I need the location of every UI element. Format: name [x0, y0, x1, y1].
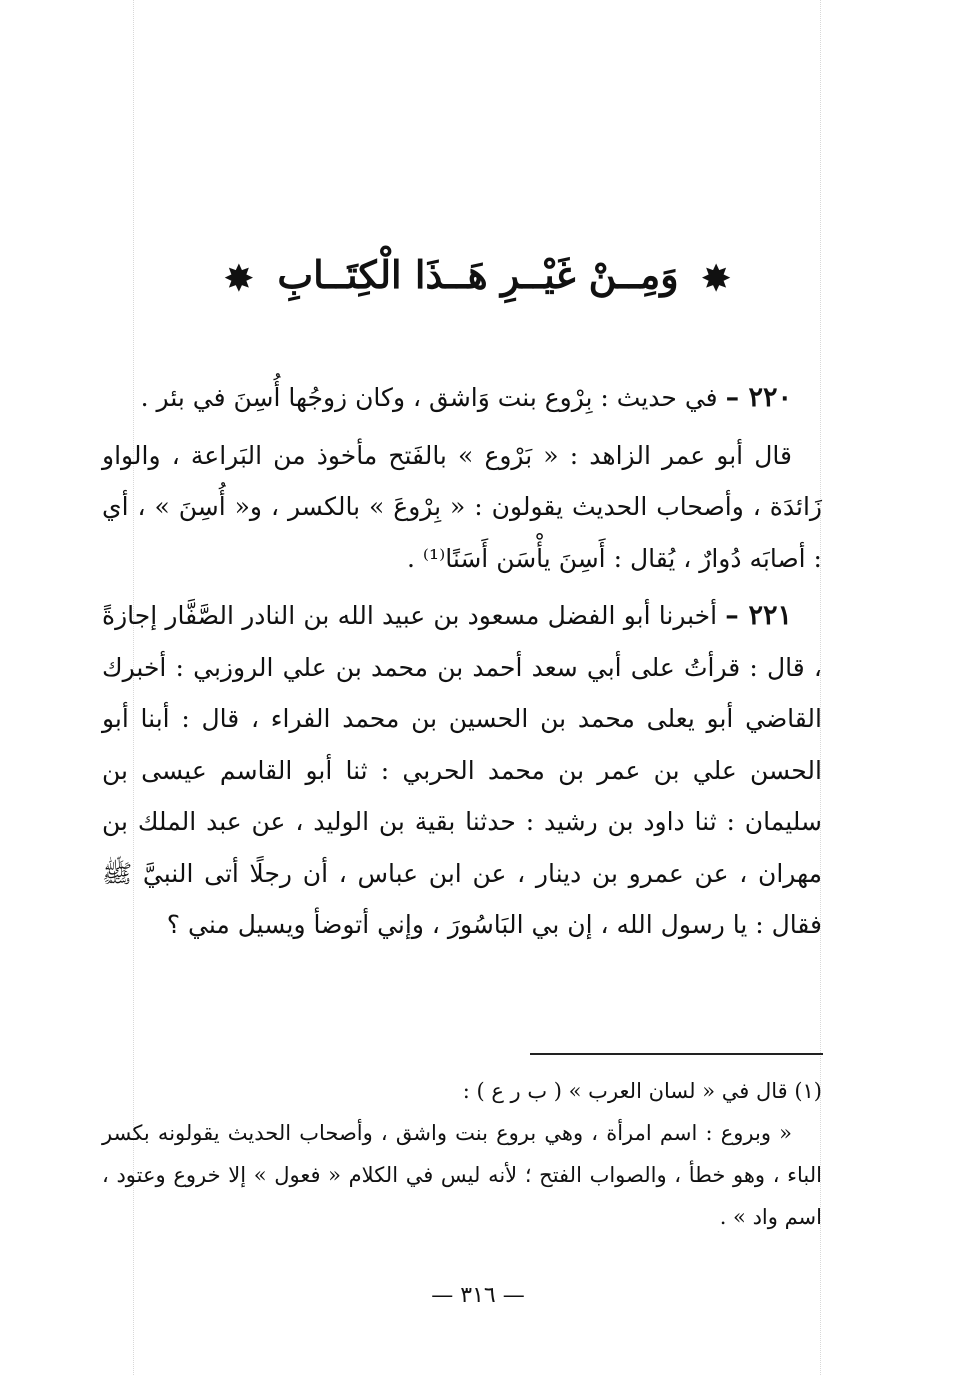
entry-paragraph: [102, 372, 822, 424]
star-ornament-icon: ✸: [224, 258, 255, 299]
entry-text: في حديث : بِرْوع بنت وَاشق ، وكان زوجُها أُسِنَ في بئر .: [140, 383, 726, 412]
section-heading: [0, 252, 956, 299]
main-text: [102, 372, 822, 957]
entry-paragraph: [102, 590, 822, 951]
entry-number: ٢٢٠ –: [725, 382, 792, 413]
entry-number: ٢٢١ –: [725, 600, 792, 631]
footnotes: [102, 1070, 822, 1238]
page-number: — ٣١٦ —: [431, 1283, 525, 1308]
star-ornament-icon: ✸: [701, 258, 732, 299]
section-title: وَمِــنْ غَيْــرِ هَــذَا الْكِتَــابِ: [277, 252, 679, 297]
footnote-quote: « وبروع : اسم امرأة ، وهي بروع بنت واشق ، وأصحاب الحديث يقولونه بكسر الباء ، وهو خطأ ، والصواب الفتح ؛ لأنه ليس في الكلام « فعول » إلا خروع وعتود ، اسم واد » .: [102, 1121, 822, 1229]
footnote-separator: [530, 1053, 823, 1055]
commentary-paragraph: قال أبو عمر الزاهد : « بَرْوع » بالفَتح مأخوذ من البَراعة ، والواو زَائدَة ، وأصحاب الحديث يقولون : « بِرْوعَ » بالكسر ، و« أُسِنَ » ، أي : أصابَه دُوارٌ ، يُقال : أَسِنَ يأْسَن أَسَنًا⁽¹⁾ .: [102, 440, 822, 573]
entry-text: أخبرنا أبو الفضل مسعود بن عبيد الله بن النادر الصَّفَّار إجازةً ، قال : قرأتُ على أبي سعد أحمد بن محمد بن علي الروزبي : أخبرك القاضي أبو يعلى محمد بن الحسين بن محمد الفراء ، قال : أبنا أبو الحسن علي بن عمر بن محمد الحربي : ثنا أبو القاسم عيسى بن سليمان : ثنا داود بن رشيد : حدثنا بقية بن الوليد ، عن عبد الملك بن مهران ، عن عمرو بن دينار ، عن ابن عباس ، أن رجلًا أتى النبيَّ ﷺ فقال : يا رسول الله ، إن بي البَاسُورَ ، وإني أتوضأ ويسيل مني ؟: [102, 601, 822, 939]
footnote-lead: (١) قال في « لسان العرب » ( ب ر ع ) :: [462, 1079, 822, 1103]
